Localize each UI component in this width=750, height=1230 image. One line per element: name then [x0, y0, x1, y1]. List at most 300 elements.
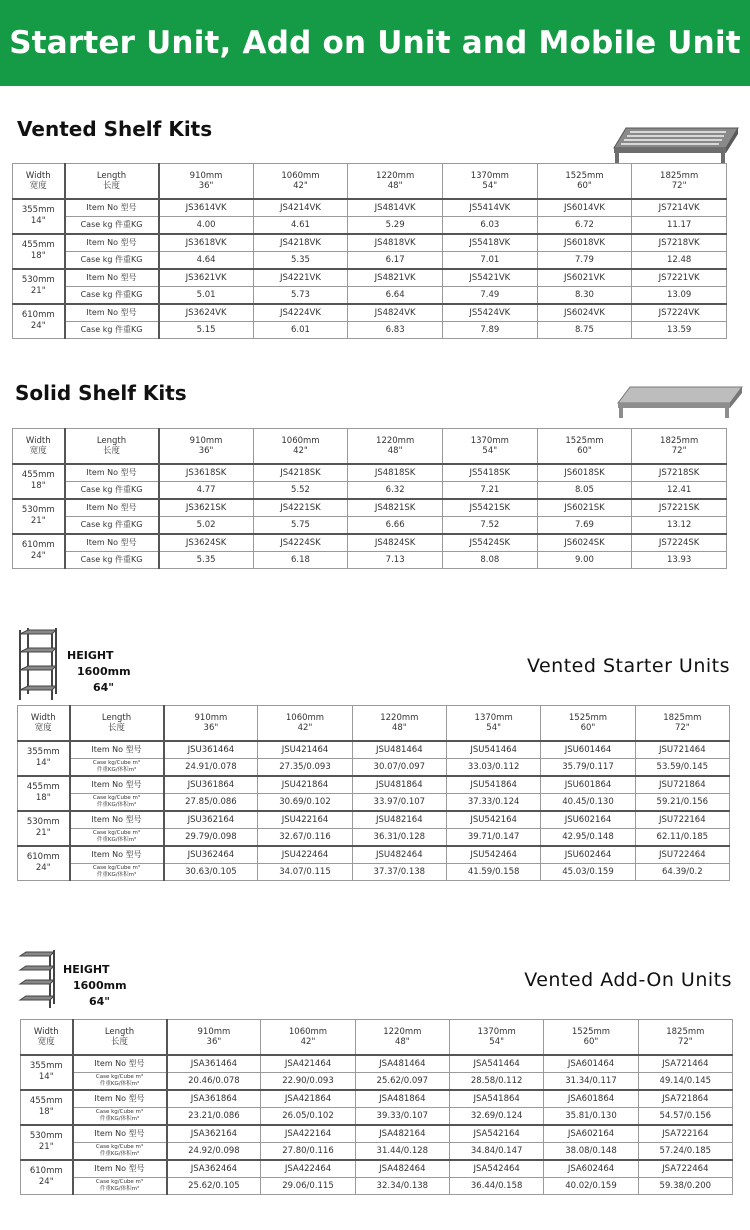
item-no-cell: JS7224VK [632, 304, 727, 322]
header-text: Width [25, 170, 51, 181]
item-no-cell: JS4821SK [348, 499, 443, 517]
case-cell: 4.61 [253, 216, 348, 234]
solid-kits-table [12, 428, 727, 569]
length-col-header [442, 164, 537, 199]
solid-kits-title: Solid Shelf Kits [15, 381, 187, 405]
case-cell: 32.69/0.124 [449, 1107, 543, 1125]
width-header [21, 1020, 73, 1055]
width-text: 14" [30, 216, 46, 226]
case-cell: 12.41 [632, 481, 727, 499]
width-cell [18, 741, 70, 776]
header-text: 48" [387, 445, 403, 456]
case-label-text: 件重KG/体积m³ [96, 836, 137, 843]
case-label [73, 1177, 167, 1195]
case-cell: 30.63/0.105 [164, 863, 258, 881]
width-cell [13, 534, 65, 569]
case-cell: 64.39/0.2 [635, 863, 729, 881]
case-cell: 9.00 [537, 551, 632, 569]
starter-units-table [17, 705, 730, 881]
table-row [13, 234, 727, 252]
width-text: 530mm [26, 817, 60, 827]
case-cell: 40.45/0.130 [541, 793, 635, 811]
item-no-cell: JS4218SK [253, 464, 348, 482]
item-no-cell: JS3624SK [159, 534, 254, 552]
case-label-text: Case kg/Cube m³ [92, 759, 141, 766]
header-text: 宽度 [37, 1036, 55, 1047]
width-text: 21" [35, 828, 51, 838]
item-no-cell: JSA542464 [449, 1160, 543, 1178]
case-cell: 5.02 [159, 516, 254, 534]
length-col-header [544, 1020, 638, 1055]
case-cell: 32.34/0.138 [355, 1177, 449, 1195]
width-cell [21, 1125, 73, 1160]
table-row [13, 464, 727, 482]
header-text: 1370mm [470, 435, 509, 446]
width-text: 455mm [21, 470, 55, 480]
item-no-cell: JSU422464 [258, 846, 352, 864]
table-row [18, 793, 730, 811]
width-header [18, 706, 70, 741]
item-no-cell: JSA481864 [355, 1090, 449, 1108]
case-cell: 25.62/0.097 [355, 1072, 449, 1090]
case-cell: 11.17 [632, 216, 727, 234]
item-no-label: Item No 型号 [73, 1090, 167, 1108]
header-text: 910mm [194, 712, 228, 723]
item-no-label: Item No 型号 [65, 304, 159, 322]
case-cell: 24.91/0.078 [164, 758, 258, 776]
table-row [18, 846, 730, 864]
item-no-cell: JSA541864 [449, 1090, 543, 1108]
case-label-text: 件重KG/体积m³ [99, 1115, 140, 1122]
width-cell [13, 234, 65, 269]
case-cell: 39.33/0.107 [355, 1107, 449, 1125]
case-cell: 7.21 [442, 481, 537, 499]
header-text: 910mm [189, 435, 223, 446]
header-text: 60" [580, 722, 596, 733]
item-no-cell: JSU362164 [164, 811, 258, 829]
item-no-cell: JS7224SK [632, 534, 727, 552]
case-cell: 57.24/0.185 [638, 1142, 732, 1160]
width-text: 610mm [21, 310, 55, 321]
item-no-cell: JSU722464 [635, 846, 729, 864]
item-no-cell: JS4818SK [348, 464, 443, 482]
item-no-cell: JSA602164 [544, 1125, 638, 1143]
width-text: 610mm [21, 540, 55, 551]
case-cell: 8.30 [537, 286, 632, 304]
header-text: 长度 [110, 1036, 128, 1047]
addon-height-label [63, 962, 127, 1010]
header-text: 72" [677, 1036, 693, 1047]
item-no-cell: JSA542164 [449, 1125, 543, 1143]
item-no-cell: JSU542164 [446, 811, 540, 829]
length-header [73, 1020, 167, 1055]
item-no-label: Item No 型号 [73, 1160, 167, 1178]
width-text: 355mm [21, 205, 55, 215]
length-col-header [635, 706, 729, 741]
case-label-text: Case kg/Cube m³ [92, 829, 141, 836]
item-no-cell: JS5418VK [442, 234, 537, 252]
width-text: 530mm [21, 505, 55, 515]
length-col-header [541, 706, 635, 741]
item-no-cell: JSA721464 [638, 1055, 732, 1073]
case-cell: 31.34/0.117 [544, 1072, 638, 1090]
height-word: HEIGHT [67, 649, 114, 662]
header-text: 长度 [107, 722, 125, 733]
case-label-text: 件重KG/体积m³ [96, 766, 137, 773]
item-no-cell: JSA361864 [167, 1090, 261, 1108]
case-cell: 33.97/0.107 [352, 793, 446, 811]
table-row [13, 216, 727, 234]
table-row [13, 251, 727, 269]
header-text: 宽度 [29, 180, 47, 191]
item-no-cell: JS3618SK [159, 464, 254, 482]
table-row [13, 269, 727, 287]
item-no-cell: JSU602164 [541, 811, 635, 829]
case-cell: 5.52 [253, 481, 348, 499]
header-text: 1525mm [565, 435, 604, 446]
case-cell: 54.57/0.156 [638, 1107, 732, 1125]
case-cell: 27.85/0.086 [164, 793, 258, 811]
header-text: 54" [489, 1036, 505, 1047]
case-label: Case kg 件重KG [65, 481, 159, 499]
length-col-header [446, 706, 540, 741]
width-text: 21" [30, 286, 46, 296]
width-cell [13, 499, 65, 534]
header-text: Length [96, 435, 127, 446]
case-cell: 35.79/0.117 [541, 758, 635, 776]
width-text: 530mm [29, 1131, 63, 1141]
item-no-label: Item No 型号 [65, 534, 159, 552]
item-no-cell: JS4824SK [348, 534, 443, 552]
item-no-cell: JSU601864 [541, 776, 635, 794]
item-no-cell: JSU361464 [164, 741, 258, 759]
height-in: 64" [89, 995, 111, 1008]
item-no-cell: JSU601464 [541, 741, 635, 759]
height-mm: 1600mm [73, 979, 127, 992]
header-text: 48" [394, 1036, 410, 1047]
item-no-cell: JSU542464 [446, 846, 540, 864]
case-label-text: Case kg/Cube m³ [95, 1073, 144, 1080]
case-cell: 5.73 [253, 286, 348, 304]
item-no-cell: JSU421864 [258, 776, 352, 794]
header-text: 1060mm [281, 170, 320, 181]
header-text: 1525mm [571, 1026, 611, 1037]
item-no-cell: JS4224SK [253, 534, 348, 552]
case-cell: 31.44/0.128 [355, 1142, 449, 1160]
case-cell: 29.06/0.115 [261, 1177, 355, 1195]
case-label-text: Case kg/Cube m³ [95, 1143, 144, 1150]
item-no-cell: JSU481864 [352, 776, 446, 794]
width-text: 610mm [26, 852, 60, 863]
header-text: Width [30, 712, 56, 723]
case-cell: 29.79/0.098 [164, 828, 258, 846]
length-header [65, 164, 159, 199]
item-no-cell: JSU721864 [635, 776, 729, 794]
header-row [13, 164, 727, 199]
item-no-cell: JSA722164 [638, 1125, 732, 1143]
case-label [70, 793, 164, 811]
table-row [13, 551, 727, 569]
item-no-cell: JSA601464 [544, 1055, 638, 1073]
case-cell: 33.03/0.112 [446, 758, 540, 776]
case-label-text: Case kg/Cube m³ [92, 794, 141, 801]
case-label-text: 件重KG/体积m³ [99, 1185, 140, 1192]
case-cell: 59.21/0.156 [635, 793, 729, 811]
table-row [18, 776, 730, 794]
header-text: 1525mm [568, 712, 608, 723]
item-no-cell: JSA602464 [544, 1160, 638, 1178]
case-cell: 40.02/0.159 [544, 1177, 638, 1195]
case-label: Case kg 件重KG [65, 551, 159, 569]
length-col-header [632, 164, 727, 199]
case-cell: 7.49 [442, 286, 537, 304]
item-no-cell: JSU421464 [258, 741, 352, 759]
item-no-cell: JSA362164 [167, 1125, 261, 1143]
item-no-label: Item No 型号 [65, 234, 159, 252]
table-row [21, 1142, 733, 1160]
item-no-cell: JS6018VK [537, 234, 632, 252]
height-word: HEIGHT [63, 963, 110, 976]
case-cell: 5.35 [159, 551, 254, 569]
case-cell: 6.32 [348, 481, 443, 499]
header-text: 1370mm [474, 712, 513, 723]
width-text: 610mm [29, 1166, 63, 1177]
header-row [18, 706, 730, 741]
item-no-cell: JS5414VK [442, 199, 537, 217]
case-label-text: 件重KG/体积m³ [96, 871, 137, 878]
width-text: 455mm [21, 240, 55, 250]
width-text: 18" [30, 481, 46, 491]
header-text: 1825mm [660, 170, 699, 181]
length-col-header [537, 429, 632, 464]
item-no-cell: JSA421464 [261, 1055, 355, 1073]
case-cell: 25.62/0.105 [167, 1177, 261, 1195]
item-no-cell: JSA422164 [261, 1125, 355, 1143]
length-col-header [261, 1020, 355, 1055]
item-no-cell: JS7218SK [632, 464, 727, 482]
width-text: 530mm [21, 275, 55, 285]
item-no-cell: JS4221SK [253, 499, 348, 517]
header-text: 长度 [102, 180, 120, 191]
length-col-header [352, 706, 446, 741]
item-no-cell: JSU422164 [258, 811, 352, 829]
length-col-header [167, 1020, 261, 1055]
case-cell: 26.05/0.102 [261, 1107, 355, 1125]
width-text: 14" [35, 758, 51, 768]
width-cell [21, 1055, 73, 1090]
table-row [13, 534, 727, 552]
case-cell: 62.11/0.185 [635, 828, 729, 846]
case-cell: 38.08/0.148 [544, 1142, 638, 1160]
header-text: 910mm [197, 1026, 231, 1037]
width-text: 24" [35, 863, 51, 874]
table-row [21, 1107, 733, 1125]
header-text: 1060mm [285, 712, 325, 723]
item-no-cell: JS5421VK [442, 269, 537, 287]
vented-kits-title: Vented Shelf Kits [17, 117, 213, 141]
case-cell: 4.64 [159, 251, 254, 269]
item-no-cell: JSA362464 [167, 1160, 261, 1178]
length-col-header [638, 1020, 732, 1055]
header-text: Length [96, 170, 127, 181]
case-label-text: 件重KG/体积m³ [99, 1080, 140, 1087]
case-cell: 8.08 [442, 551, 537, 569]
case-cell: 5.29 [348, 216, 443, 234]
case-cell: 34.84/0.147 [449, 1142, 543, 1160]
case-cell: 13.59 [632, 321, 727, 339]
item-no-cell: JSA361464 [167, 1055, 261, 1073]
length-col-header [159, 429, 254, 464]
case-label [70, 863, 164, 881]
case-cell: 4.77 [159, 481, 254, 499]
header-text: 1525mm [565, 170, 604, 181]
header-text: 36" [198, 180, 214, 191]
item-no-cell: JSU482464 [352, 846, 446, 864]
item-no-cell: JS3618VK [159, 234, 254, 252]
starter-units-title: Vented Starter Units [526, 655, 730, 677]
length-col-header [632, 429, 727, 464]
case-label: Case kg 件重KG [65, 216, 159, 234]
item-no-cell: JSA541464 [449, 1055, 543, 1073]
item-no-cell: JSA421864 [261, 1090, 355, 1108]
item-no-cell: JS3621SK [159, 499, 254, 517]
case-label [73, 1107, 167, 1125]
length-col-header [159, 164, 254, 199]
case-label-text: Case kg/Cube m³ [95, 1108, 144, 1115]
header-text: 1220mm [376, 435, 415, 446]
header-text: 36" [203, 722, 219, 733]
case-cell: 7.89 [442, 321, 537, 339]
item-no-cell: JS4214VK [253, 199, 348, 217]
width-text: 455mm [26, 782, 60, 792]
width-cell [13, 269, 65, 304]
length-col-header [442, 429, 537, 464]
header-text: 42" [293, 180, 308, 191]
item-no-cell: JS7218VK [632, 234, 727, 252]
header-text: 910mm [189, 170, 223, 181]
width-text: 24" [38, 1177, 54, 1188]
case-cell: 7.13 [348, 551, 443, 569]
item-no-cell: JSA481464 [355, 1055, 449, 1073]
item-no-cell: JS3614VK [159, 199, 254, 217]
starter-unit-image [14, 626, 58, 702]
height-in: 64" [93, 681, 115, 694]
case-cell: 32.67/0.116 [258, 828, 352, 846]
case-cell: 36.44/0.158 [449, 1177, 543, 1195]
item-no-cell: JSU541864 [446, 776, 540, 794]
header-text: Width [33, 1026, 59, 1037]
case-cell: 42.95/0.148 [541, 828, 635, 846]
addon-units-table [20, 1019, 733, 1195]
item-no-cell: JSU481464 [352, 741, 446, 759]
item-no-label: Item No 型号 [65, 464, 159, 482]
header-text: 72" [674, 722, 690, 733]
case-label: Case kg 件重KG [65, 516, 159, 534]
width-cell [18, 811, 70, 846]
item-no-label: Item No 型号 [70, 846, 164, 864]
length-col-header [348, 164, 443, 199]
case-cell: 39.71/0.147 [446, 828, 540, 846]
case-label-text: Case kg/Cube m³ [95, 1178, 144, 1185]
case-cell: 6.72 [537, 216, 632, 234]
item-no-cell: JS4821VK [348, 269, 443, 287]
starter-height-label [67, 648, 131, 696]
width-text: 355mm [29, 1061, 63, 1071]
case-cell: 37.33/0.124 [446, 793, 540, 811]
item-no-cell: JS4224VK [253, 304, 348, 322]
width-cell [13, 304, 65, 339]
header-text: 宽度 [34, 722, 52, 733]
case-cell: 53.59/0.145 [635, 758, 729, 776]
case-label-text: 件重KG/体积m³ [99, 1150, 140, 1157]
item-no-cell: JS6021SK [537, 499, 632, 517]
case-label: Case kg 件重KG [65, 321, 159, 339]
item-no-cell: JS3624VK [159, 304, 254, 322]
addon-units-title: Vented Add-On Units [524, 969, 732, 991]
header-text: 1825mm [666, 1026, 705, 1037]
header-text: 54" [482, 180, 498, 191]
item-no-label: Item No 型号 [70, 776, 164, 794]
header-text: 长度 [102, 445, 120, 456]
case-cell: 24.92/0.098 [167, 1142, 261, 1160]
case-label [70, 828, 164, 846]
header-text: 1370mm [470, 170, 509, 181]
case-cell: 34.07/0.115 [258, 863, 352, 881]
item-no-cell: JSU602464 [541, 846, 635, 864]
width-text: 18" [30, 251, 46, 261]
solid-shelf-image [616, 385, 744, 421]
width-text: 18" [35, 793, 51, 803]
header-text: 1220mm [383, 1026, 422, 1037]
case-cell: 7.01 [442, 251, 537, 269]
header-text: 1370mm [477, 1026, 516, 1037]
length-col-header [355, 1020, 449, 1055]
case-label: Case kg 件重KG [65, 251, 159, 269]
item-no-cell: JSU541464 [446, 741, 540, 759]
case-cell: 7.52 [442, 516, 537, 534]
table-row [18, 863, 730, 881]
table-row [18, 758, 730, 776]
case-cell: 35.81/0.130 [544, 1107, 638, 1125]
case-cell: 5.75 [253, 516, 348, 534]
table-row [13, 304, 727, 322]
header-text: Length [104, 1026, 135, 1037]
item-no-label: Item No 型号 [70, 811, 164, 829]
item-no-cell: JS4824VK [348, 304, 443, 322]
item-no-cell: JSA601864 [544, 1090, 638, 1108]
vented-shelf-image [612, 126, 740, 166]
case-cell: 20.46/0.078 [167, 1072, 261, 1090]
case-cell: 8.75 [537, 321, 632, 339]
item-no-cell: JS4218VK [253, 234, 348, 252]
item-no-cell: JS5421SK [442, 499, 537, 517]
case-cell: 27.80/0.116 [261, 1142, 355, 1160]
table-row [13, 481, 727, 499]
case-cell: 7.69 [537, 516, 632, 534]
header-text: 60" [583, 1036, 599, 1047]
case-label: Case kg 件重KG [65, 286, 159, 304]
table-row [21, 1125, 733, 1143]
header-text: 1220mm [376, 170, 415, 181]
item-no-label: Item No 型号 [65, 499, 159, 517]
item-no-label: Item No 型号 [65, 269, 159, 287]
item-no-cell: JSU721464 [635, 741, 729, 759]
header-row [21, 1020, 733, 1055]
table-row [21, 1072, 733, 1090]
case-cell: 30.07/0.097 [352, 758, 446, 776]
case-cell: 13.09 [632, 286, 727, 304]
header-text: 1220mm [380, 712, 419, 723]
